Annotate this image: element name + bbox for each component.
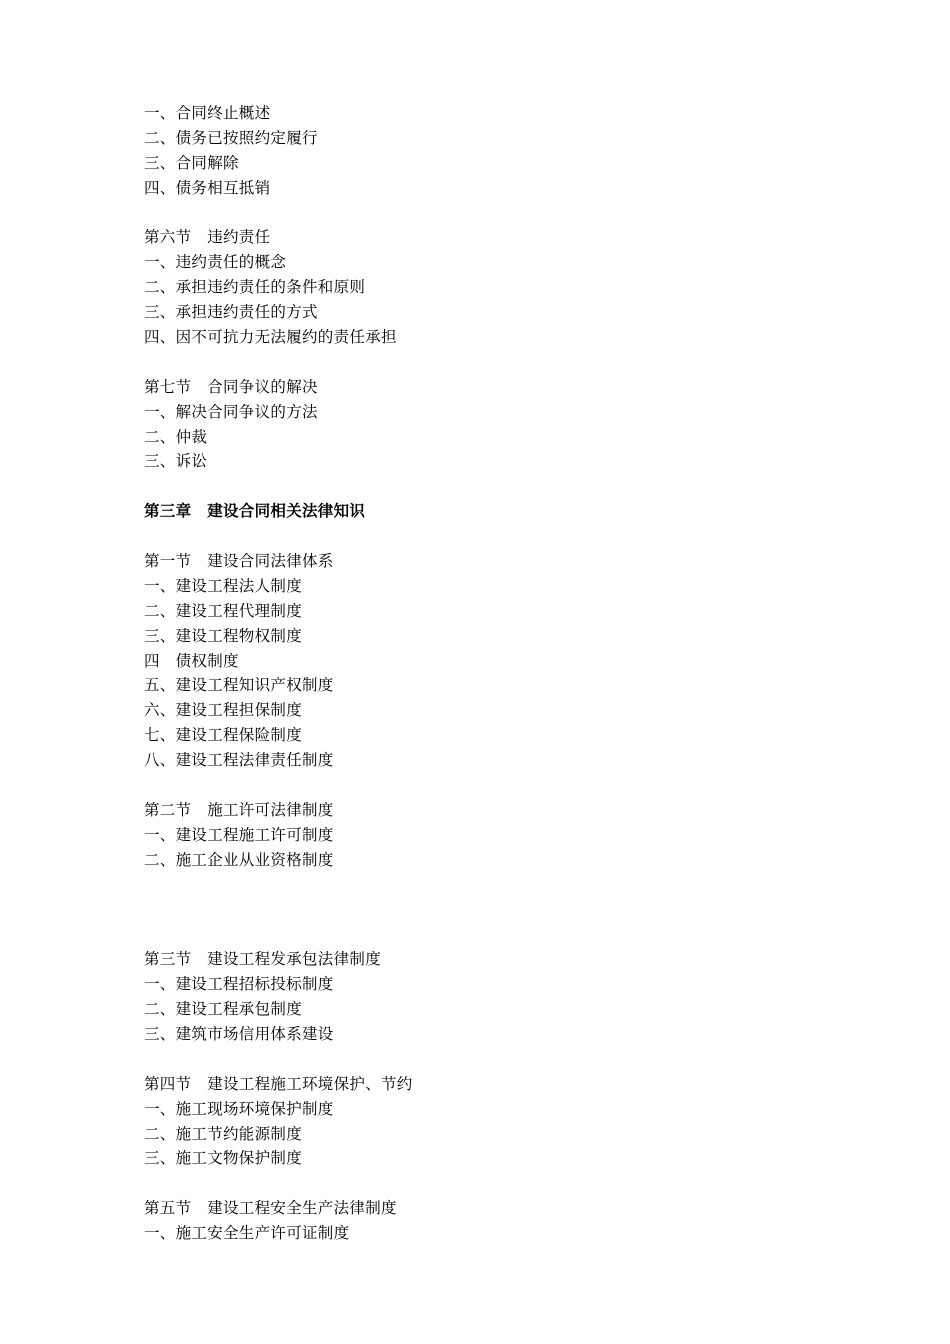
document-body xyxy=(144,101,904,1246)
section-heading: 第五节 建设工程安全生产法律制度 xyxy=(144,1199,397,1218)
list-item: 一、建设工程法人制度 xyxy=(144,576,303,595)
list-item: 二、建设工程代理制度 xyxy=(144,601,303,620)
list-item: 一、建设工程施工许可制度 xyxy=(144,825,334,844)
spacer xyxy=(144,524,904,549)
list-item: 三、施工文物保护制度 xyxy=(144,1149,303,1168)
section-heading: 第七节 合同争议的解决 xyxy=(144,377,318,396)
section-block xyxy=(144,798,904,873)
spacer xyxy=(144,201,904,226)
list-item: 四、因不可抗力无法履约的责任承担 xyxy=(144,328,397,347)
list-item: 二、承担违约责任的条件和原则 xyxy=(144,278,366,297)
list-item: 二、仲裁 xyxy=(144,427,208,446)
list-item: 四 债权制度 xyxy=(144,651,239,670)
spacer xyxy=(144,474,904,499)
section-block xyxy=(144,549,904,773)
list-item: 一、解决合同争议的方法 xyxy=(144,402,318,421)
spacer xyxy=(144,1047,904,1072)
list-item: 一、合同终止概述 xyxy=(144,104,271,122)
list-item: 一、施工安全生产许可证制度 xyxy=(144,1224,350,1243)
list-item: 五、建设工程知识产权制度 xyxy=(144,676,334,695)
list-item: 三、合同解除 xyxy=(144,153,239,172)
spacer xyxy=(144,350,904,375)
list-item: 三、建设工程物权制度 xyxy=(144,626,303,645)
list-item: 三、建筑市场信用体系建设 xyxy=(144,1024,334,1043)
section-block xyxy=(144,1072,904,1172)
list-item: 三、承担违约责任的方式 xyxy=(144,303,318,322)
list-item: 三、诉讼 xyxy=(144,452,208,471)
section-heading: 第一节 建设合同法律体系 xyxy=(144,552,334,571)
section-heading: 第六节 违约责任 xyxy=(144,228,271,247)
chapter-title: 第三章 建设合同相关法律知识 xyxy=(144,501,366,521)
list-item: 一、施工现场环境保护制度 xyxy=(144,1099,334,1118)
list-item: 六、建设工程担保制度 xyxy=(144,701,303,720)
section-block xyxy=(144,101,904,201)
section-heading: 第二节 施工许可法律制度 xyxy=(144,800,334,819)
spacer xyxy=(144,773,904,798)
list-item: 一、建设工程招标投标制度 xyxy=(144,975,334,994)
list-item: 二、施工企业从业资格制度 xyxy=(144,850,334,869)
section-block xyxy=(144,1196,904,1246)
list-item: 七、建设工程保险制度 xyxy=(144,726,303,745)
list-item: 四、债务相互抵销 xyxy=(144,178,271,197)
list-item: 八、建设工程法律责任制度 xyxy=(144,751,334,770)
spacer xyxy=(144,1171,904,1196)
section-heading: 第四节 建设工程施工环境保护、节约 xyxy=(144,1074,413,1093)
list-item: 二、建设工程承包制度 xyxy=(144,1000,303,1019)
section-block xyxy=(144,947,904,1047)
list-item: 二、施工节约能源制度 xyxy=(144,1124,303,1143)
section-heading: 第三节 建设工程发承包法律制度 xyxy=(144,950,382,969)
spacer xyxy=(144,873,904,948)
list-item: 二、债务已按照约定履行 xyxy=(144,128,318,147)
section-block xyxy=(144,375,904,475)
section-block xyxy=(144,225,904,349)
list-item: 一、违约责任的概念 xyxy=(144,253,287,272)
